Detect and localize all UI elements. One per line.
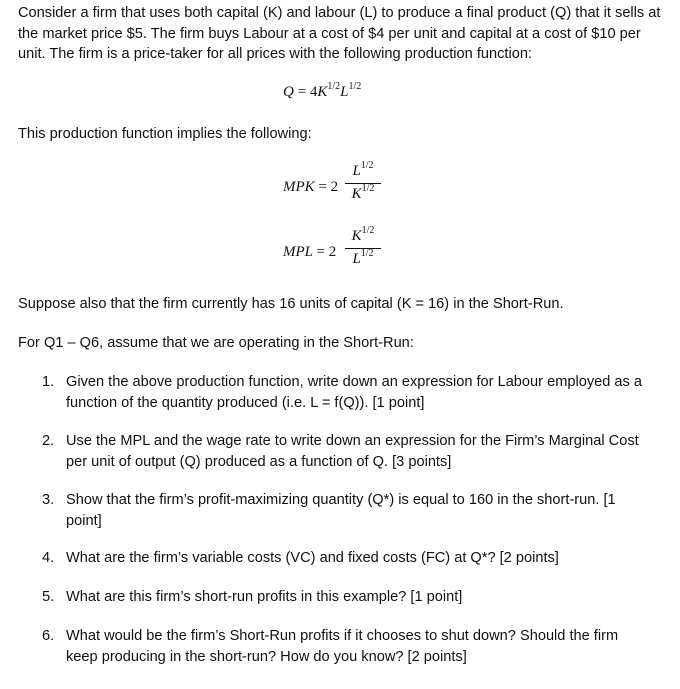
mpl-den-exp: 1/2 <box>360 248 374 259</box>
pf-equals: = <box>297 84 307 100</box>
pf-k-exp: 1/2 <box>327 81 341 92</box>
mpl-denominator: L <box>352 251 361 267</box>
pf-lhs: Q <box>283 84 294 100</box>
mpk-coef: 2 <box>330 179 339 195</box>
mpk-numerator: L <box>352 163 361 179</box>
capital-note: Suppose also that the firm currently has 16 units of capital (K = 16) in the Short-Run. <box>18 296 564 312</box>
short-run-note: For Q1 – Q6, assume that we are operating in the Short-Run: <box>18 335 414 351</box>
production-function <box>283 81 362 101</box>
question-text: Show that the firm’s profit-maximizing quantity (Q*) is equal to 160 in the short-run. [1 point] <box>66 492 616 529</box>
mpk-lhs <box>283 179 338 196</box>
implies-text: This production function implies the following: <box>18 126 312 142</box>
mpk-equals: = <box>318 179 327 195</box>
pf-l-exp: 1/2 <box>348 81 362 92</box>
pf-l: L <box>340 84 349 100</box>
question-number: 5. <box>42 589 55 605</box>
mpl-coef: 2 <box>328 244 337 260</box>
mpk-denominator: K <box>351 186 362 202</box>
question-number: 1. <box>42 374 55 390</box>
pf-k: K <box>317 84 328 100</box>
question-text: What would be the firm’s Short-Run profits if it chooses to shut down? Should the firm keep producing in the short-run? How do you know? [2 points] <box>66 628 619 665</box>
mpl-num-exp: 1/2 <box>361 225 375 236</box>
intro-paragraph: Consider a firm that uses both capital (K) and labour (L) to produce a final product (Q) that it sells at the market price $5. The firm buys Labour at a cost of $4 per unit and capital at a cost of $10 per unit. The firm is a price-taker for all prices with the following production function: <box>18 5 661 62</box>
mpk-fraction <box>345 162 381 205</box>
mpl-numerator: K <box>351 228 362 244</box>
question-text: What are this firm’s short-run profits in this example? [1 point] <box>66 589 463 605</box>
question-number: 3. <box>42 492 55 508</box>
question-text: Given the above production function, write down an expression for Labour employed as a function of the quantity produced (i.e. L = f(Q)). [1 point] <box>66 374 642 411</box>
mpk-num-exp: 1/2 <box>360 160 374 171</box>
question-number: 2. <box>42 433 55 449</box>
mpl-label: MPL <box>283 244 313 260</box>
mpl-equals: = <box>316 244 325 260</box>
mpk-den-exp: 1/2 <box>361 183 375 194</box>
mpl-lhs <box>283 244 336 261</box>
question-text: Use the MPL and the wage rate to write down an expression for the Firm’s Marginal Cost per unit of output (Q) produced as a function of Q. [3 points] <box>66 433 639 470</box>
mpl-fraction <box>345 227 381 270</box>
mpk-label: MPK <box>283 179 315 195</box>
pf-coef: 4 <box>309 84 318 100</box>
question-text: What are the firm’s variable costs (VC) and fixed costs (FC) at Q*? [2 points] <box>66 550 559 566</box>
question-number: 4. <box>42 550 55 566</box>
question-number: 6. <box>42 628 55 644</box>
